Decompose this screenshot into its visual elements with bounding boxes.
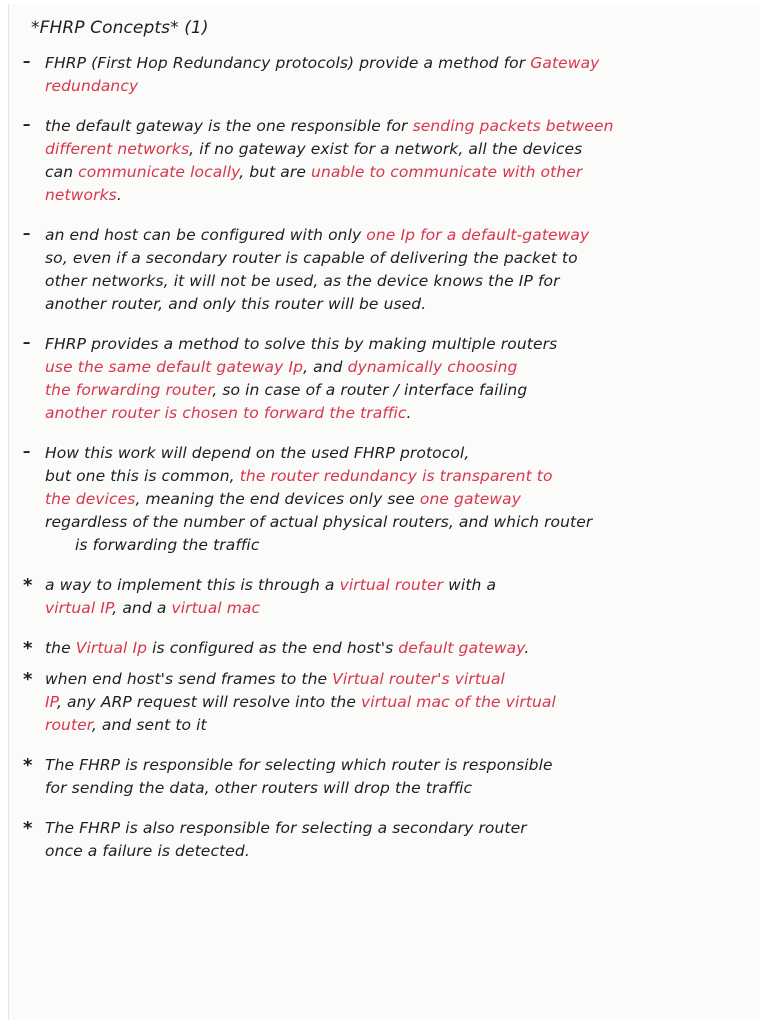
note-line bbox=[45, 691, 736, 714]
highlighted-text: virtual mac bbox=[171, 599, 261, 617]
note-line bbox=[45, 534, 736, 557]
note-line bbox=[45, 668, 736, 691]
note-line bbox=[45, 597, 736, 620]
highlighted-text: use the same default gateway Ip bbox=[45, 358, 304, 376]
paragraph-lines bbox=[45, 574, 736, 620]
note-line bbox=[45, 379, 736, 402]
note-text: , and bbox=[303, 358, 348, 376]
highlighted-text: networks bbox=[45, 186, 117, 204]
highlighted-text: sending packets between bbox=[412, 117, 614, 135]
note-line bbox=[45, 488, 736, 511]
note-text: an end host can be configured with only bbox=[45, 226, 367, 244]
note-text: , and sent to it bbox=[91, 716, 207, 734]
bullet-mark: * bbox=[23, 638, 33, 659]
note-line bbox=[45, 270, 736, 293]
note-paragraph bbox=[23, 637, 736, 660]
highlighted-text: another router is chosen to forward the traffic bbox=[45, 404, 407, 422]
note-text: , so in case of a router / interface failing bbox=[212, 381, 528, 399]
note-line bbox=[45, 777, 736, 800]
highlighted-text: communicate locally bbox=[78, 163, 240, 181]
bullet-mark: * bbox=[23, 818, 33, 839]
highlighted-text: default gateway bbox=[398, 639, 525, 657]
note-line bbox=[45, 293, 736, 316]
highlighted-text: the router redundancy is transparent to bbox=[239, 467, 553, 485]
paragraph-lines bbox=[45, 224, 736, 316]
note-line bbox=[45, 714, 736, 737]
bullet-mark: – bbox=[23, 224, 31, 242]
highlighted-text: IP bbox=[45, 693, 57, 711]
note-text: a way to implement this is through a bbox=[45, 576, 340, 594]
note-text: FHRP provides a method to solve this by making multiple routers bbox=[45, 335, 558, 353]
paragraph-lines bbox=[45, 668, 736, 737]
note-text: , any ARP request will resolve into the bbox=[56, 693, 362, 711]
paragraph-lines bbox=[45, 637, 736, 660]
highlighted-text: different networks bbox=[45, 140, 190, 158]
bullet-mark: * bbox=[23, 575, 33, 596]
note-line bbox=[45, 333, 736, 356]
note-line bbox=[45, 511, 736, 534]
note-text: The FHRP is also responsible for selecting a secondary router bbox=[45, 819, 527, 837]
note-line bbox=[45, 138, 736, 161]
bullet-mark: – bbox=[23, 333, 31, 351]
note-text: is configured as the end host's bbox=[147, 639, 399, 657]
highlighted-text: the devices bbox=[45, 490, 136, 508]
bullet-mark: – bbox=[23, 52, 31, 70]
paragraph-lines bbox=[45, 817, 736, 863]
note-line bbox=[45, 224, 736, 247]
highlighted-text: unable to communicate with other bbox=[311, 163, 583, 181]
note-line bbox=[45, 247, 736, 270]
highlighted-text: one gateway bbox=[419, 490, 522, 508]
note-text: can bbox=[45, 163, 79, 181]
paragraph-lines bbox=[45, 115, 736, 207]
note-text: , meaning the end devices only see bbox=[135, 490, 420, 508]
note-text: but one this is common, bbox=[45, 467, 240, 485]
note-paragraph bbox=[23, 668, 736, 737]
note-line bbox=[45, 574, 736, 597]
highlighted-text: Gateway bbox=[530, 54, 600, 72]
note-line bbox=[45, 465, 736, 488]
note-paragraph bbox=[23, 224, 736, 316]
note-paragraph bbox=[23, 817, 736, 863]
highlighted-text: the forwarding router bbox=[45, 381, 213, 399]
note-text: another router, and only this router will be used. bbox=[45, 295, 427, 313]
note-line bbox=[45, 442, 736, 465]
highlighted-text: one Ip for a default-gateway bbox=[366, 226, 590, 244]
note-text: with a bbox=[443, 576, 497, 594]
paragraph-lines bbox=[45, 333, 736, 425]
bullet-mark: – bbox=[23, 442, 31, 460]
note-text: , but are bbox=[239, 163, 312, 181]
note-text: . bbox=[524, 639, 530, 657]
note-paragraph bbox=[23, 52, 736, 98]
note-text: when end host's send frames to the bbox=[45, 670, 333, 688]
note-line bbox=[45, 161, 736, 184]
paragraph-lines bbox=[45, 754, 736, 800]
highlighted-text: Virtual Ip bbox=[75, 639, 148, 657]
highlighted-text: redundancy bbox=[45, 77, 139, 95]
note-text: regardless of the number of actual physical routers, and which router bbox=[45, 513, 593, 531]
highlighted-text: virtual IP bbox=[45, 599, 113, 617]
note-text: . bbox=[406, 404, 412, 422]
notebook-page bbox=[8, 4, 760, 1020]
note-line bbox=[45, 356, 736, 379]
note-text: so, even if a secondary router is capable of delivering the packet to bbox=[45, 249, 578, 267]
highlighted-text: virtual router bbox=[339, 576, 444, 594]
bullet-mark: * bbox=[23, 669, 33, 690]
note-line bbox=[45, 115, 736, 138]
note-text: . bbox=[116, 186, 122, 204]
notes-body bbox=[23, 52, 736, 863]
note-paragraph bbox=[23, 574, 736, 620]
highlighted-text: router bbox=[45, 716, 92, 734]
paragraph-lines bbox=[45, 52, 736, 98]
page-title: *FHRP Concepts* (1) bbox=[31, 18, 209, 38]
note-line bbox=[45, 637, 736, 660]
highlighted-text: dynamically choosing bbox=[347, 358, 518, 376]
note-text: , and a bbox=[112, 599, 172, 617]
note-paragraph bbox=[23, 754, 736, 800]
highlighted-text: virtual mac of the virtual bbox=[361, 693, 556, 711]
highlighted-text: Virtual router's virtual bbox=[332, 670, 505, 688]
note-text: is forwarding the traffic bbox=[75, 536, 260, 554]
note-line bbox=[45, 75, 736, 98]
note-line bbox=[45, 184, 736, 207]
note-text: How this work will depend on the used FHRP protocol, bbox=[45, 444, 470, 462]
paragraph-lines bbox=[45, 442, 736, 557]
note-line bbox=[45, 754, 736, 777]
note-paragraph bbox=[23, 333, 736, 425]
note-text: once a failure is detected. bbox=[45, 842, 250, 860]
note-text: The FHRP is responsible for selecting which router is responsible bbox=[45, 756, 553, 774]
note-line bbox=[45, 840, 736, 863]
note-line bbox=[45, 402, 736, 425]
note-text: FHRP (First Hop Redundancy protocols) provide a method for bbox=[45, 54, 531, 72]
bullet-mark: * bbox=[23, 755, 33, 776]
bullet-mark: – bbox=[23, 115, 31, 133]
note-text: the bbox=[45, 639, 76, 657]
note-line bbox=[45, 817, 736, 840]
note-line bbox=[45, 52, 736, 75]
note-text: , if no gateway exist for a network, all the devices bbox=[189, 140, 583, 158]
note-paragraph bbox=[23, 115, 736, 207]
note-text: other networks, it will not be used, as the device knows the IP for bbox=[45, 272, 560, 290]
note-text: for sending the data, other routers will drop the traffic bbox=[45, 779, 473, 797]
note-text: the default gateway is the one responsible for bbox=[45, 117, 413, 135]
note-paragraph bbox=[23, 442, 736, 557]
